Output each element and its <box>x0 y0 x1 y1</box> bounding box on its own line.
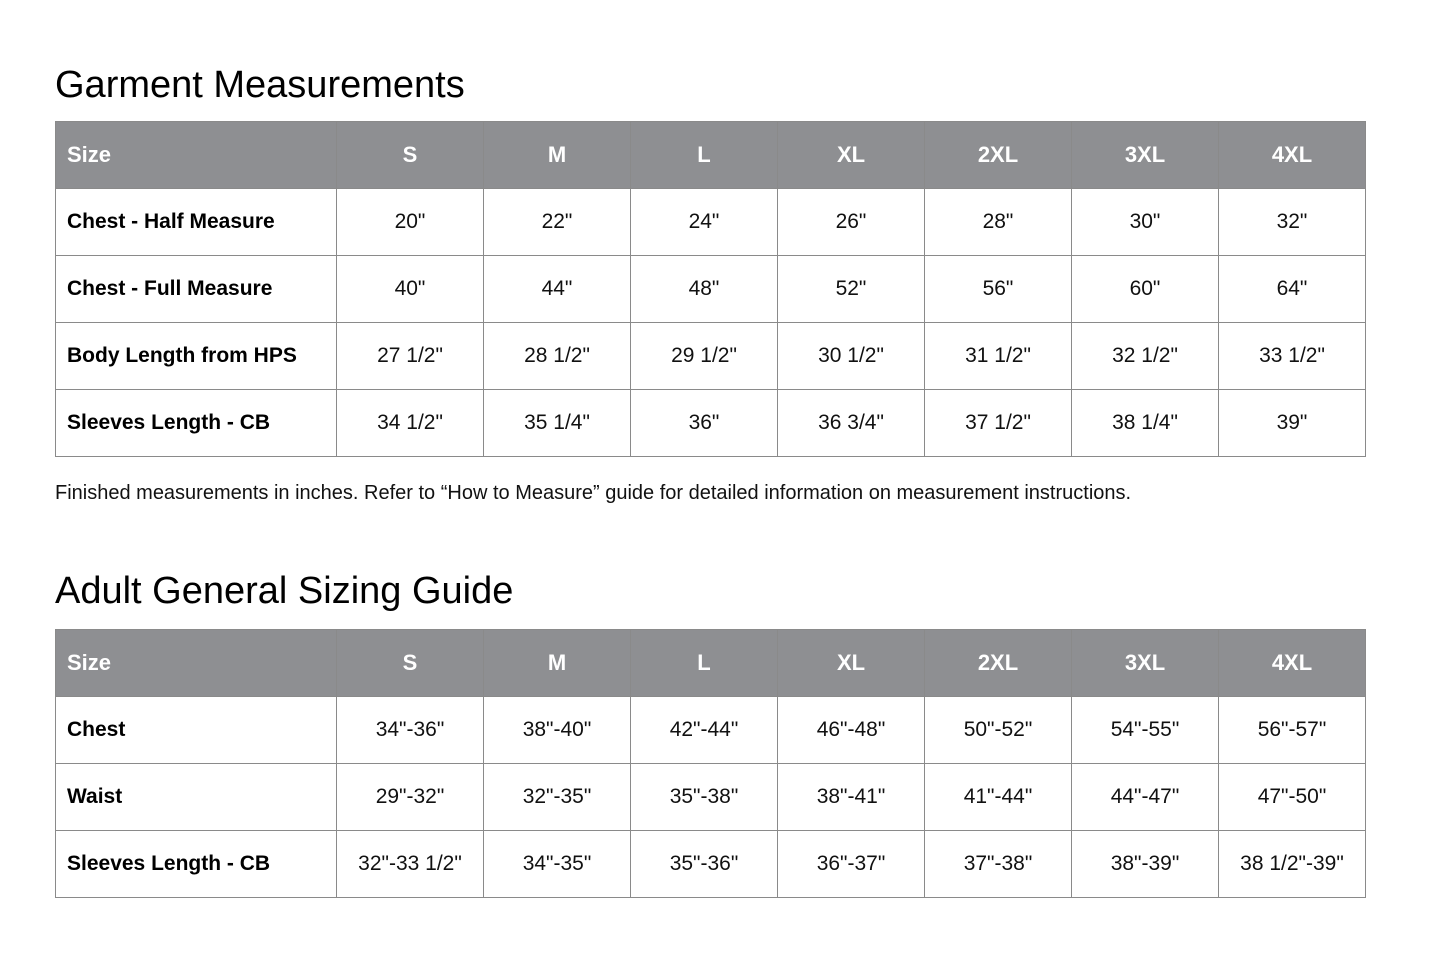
measurement-cell: 38"-41" <box>778 764 925 831</box>
row-label: Sleeves Length - CB <box>56 390 337 457</box>
measurement-cell: 34"-35" <box>484 831 631 898</box>
measurement-cell: 39" <box>1219 390 1366 457</box>
measurement-cell: 56" <box>925 256 1072 323</box>
measurement-cell: 20" <box>337 189 484 256</box>
measurement-cell: 36" <box>631 390 778 457</box>
size-header-label: Size <box>56 630 337 697</box>
row-label: Chest <box>56 697 337 764</box>
size-header-4xl: 4XL <box>1219 122 1366 189</box>
measurement-cell: 24" <box>631 189 778 256</box>
size-header-3xl: 3XL <box>1072 630 1219 697</box>
adult-sizing-guide-title: Adult General Sizing Guide <box>55 570 514 612</box>
garment-measurements-table <box>55 121 1366 457</box>
row-label: Sleeves Length - CB <box>56 831 337 898</box>
measurement-cell: 48" <box>631 256 778 323</box>
measurement-cell: 50"-52" <box>925 697 1072 764</box>
size-header-3xl: 3XL <box>1072 122 1219 189</box>
measurement-cell: 56"-57" <box>1219 697 1366 764</box>
row-label: Chest - Half Measure <box>56 189 337 256</box>
measurement-cell: 29 1/2" <box>631 323 778 390</box>
measurement-cell: 40" <box>337 256 484 323</box>
measurement-cell: 52" <box>778 256 925 323</box>
measurement-cell: 35"-36" <box>631 831 778 898</box>
size-header-xl: XL <box>778 630 925 697</box>
table-header-row <box>56 122 1366 189</box>
measurement-cell: 42"-44" <box>631 697 778 764</box>
measurement-cell: 38 1/2"-39" <box>1219 831 1366 898</box>
measurement-cell: 28" <box>925 189 1072 256</box>
measurement-cell: 33 1/2" <box>1219 323 1366 390</box>
measurement-cell: 38 1/4" <box>1072 390 1219 457</box>
measurement-cell: 64" <box>1219 256 1366 323</box>
measurement-note: Finished measurements in inches. Refer to “How to Measure” guide for detailed information on measurement instructions. <box>55 482 1132 504</box>
table-row <box>56 390 1366 457</box>
measurement-cell: 32 1/2" <box>1072 323 1219 390</box>
measurement-cell: 37 1/2" <box>925 390 1072 457</box>
size-header-2xl: 2XL <box>925 122 1072 189</box>
measurement-cell: 37"-38" <box>925 831 1072 898</box>
size-header-s: S <box>337 630 484 697</box>
measurement-cell: 34 1/2" <box>337 390 484 457</box>
measurement-cell: 30" <box>1072 189 1219 256</box>
row-label: Body Length from HPS <box>56 323 337 390</box>
measurement-cell: 31 1/2" <box>925 323 1072 390</box>
table-row <box>56 764 1366 831</box>
measurement-cell: 36 3/4" <box>778 390 925 457</box>
garment-measurements-title: Garment Measurements <box>55 64 465 106</box>
measurement-cell: 34"-36" <box>337 697 484 764</box>
adult-sizing-guide-table <box>55 629 1366 898</box>
measurement-cell: 44" <box>484 256 631 323</box>
measurement-cell: 35 1/4" <box>484 390 631 457</box>
size-header-xl: XL <box>778 122 925 189</box>
row-label: Chest - Full Measure <box>56 256 337 323</box>
table-row <box>56 189 1366 256</box>
measurement-cell: 38"-40" <box>484 697 631 764</box>
size-header-l: L <box>631 630 778 697</box>
table-row <box>56 697 1366 764</box>
measurement-cell: 22" <box>484 189 631 256</box>
size-header-2xl: 2XL <box>925 630 1072 697</box>
table-row <box>56 323 1366 390</box>
size-header-s: S <box>337 122 484 189</box>
measurement-cell: 32"-33 1/2" <box>337 831 484 898</box>
measurement-cell: 27 1/2" <box>337 323 484 390</box>
measurement-cell: 47"-50" <box>1219 764 1366 831</box>
size-header-label: Size <box>56 122 337 189</box>
measurement-cell: 38"-39" <box>1072 831 1219 898</box>
measurement-cell: 41"-44" <box>925 764 1072 831</box>
size-header-m: M <box>484 122 631 189</box>
measurement-cell: 28 1/2" <box>484 323 631 390</box>
measurement-cell: 35"-38" <box>631 764 778 831</box>
measurement-cell: 54"-55" <box>1072 697 1219 764</box>
measurement-cell: 30 1/2" <box>778 323 925 390</box>
row-label: Waist <box>56 764 337 831</box>
size-header-l: L <box>631 122 778 189</box>
size-header-4xl: 4XL <box>1219 630 1366 697</box>
table-header-row <box>56 630 1366 697</box>
measurement-cell: 32" <box>1219 189 1366 256</box>
measurement-cell: 29"-32" <box>337 764 484 831</box>
measurement-cell: 60" <box>1072 256 1219 323</box>
table-row <box>56 831 1366 898</box>
measurement-cell: 44"-47" <box>1072 764 1219 831</box>
measurement-cell: 26" <box>778 189 925 256</box>
measurement-cell: 32"-35" <box>484 764 631 831</box>
measurement-cell: 46"-48" <box>778 697 925 764</box>
measurement-cell: 36"-37" <box>778 831 925 898</box>
size-header-m: M <box>484 630 631 697</box>
table-row <box>56 256 1366 323</box>
